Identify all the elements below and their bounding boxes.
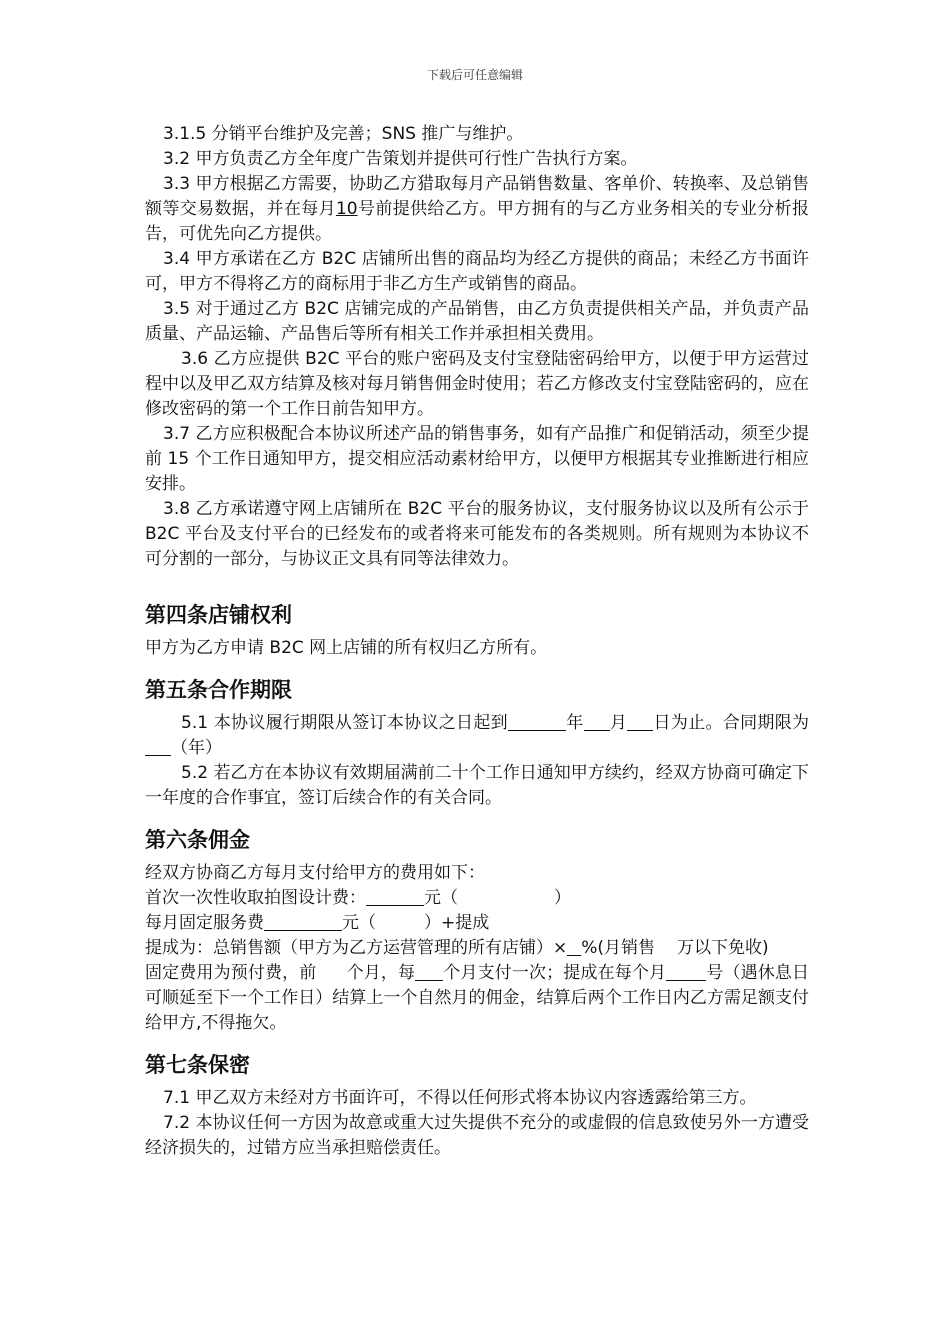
- clause-3-3-day: 10: [335, 199, 358, 219]
- clause-5-1-text-b: 日为止。合同期限为: [653, 713, 810, 733]
- service-fee-blank: [264, 912, 342, 931]
- design-fee-unit: 元（: [424, 888, 458, 908]
- commission-rate-line: [145, 936, 809, 961]
- payment-terms-a: 固定费用为预付费，前: [145, 963, 317, 983]
- clause-3-4: 3.4 甲方承诺在乙方 B2C 店铺所出售的商品均为经乙方提供的商品；未经乙方书面许可，甲方不得将乙方的商标用于非乙方生产或销售的商品。: [145, 249, 809, 294]
- year-blank: [508, 712, 566, 731]
- month-blank: [584, 712, 610, 731]
- clause-5-1-text-c: （年）: [171, 738, 222, 758]
- clause-3-8: 3.8 乙方承诺遵守网上店铺所在 B2C 平台的服务协议，支付服务协议以及所有公示于 B2C 平台及支付平台的已经发布的或者将来可能发布的各类规则。所有规则为本协议不可分割的一部分，与协议正文具有同等法律效力。: [145, 499, 809, 569]
- clause-3-3-text-a: 3.3 甲方根据乙方需要，协助乙方猎取每月产品销售数量、客单价、转换率、及总销售额等交易数据，并在每月: [145, 174, 809, 219]
- design-fee-close: ）: [554, 888, 571, 908]
- settlement-day-blank: [666, 962, 706, 981]
- section-4-title: 第四条店铺权利: [145, 603, 292, 627]
- clause-3-2: 3.2 甲方负责乙方全年度广告策划并提供可行性广告执行方案。: [163, 149, 638, 169]
- service-fee-label: 每月固定服务费: [145, 913, 264, 933]
- clause-5-1: [145, 711, 809, 761]
- payment-terms-c: 个月支付一次；提成在每个月: [443, 963, 667, 983]
- clause-7-1: 7.1 甲乙双方未经对方书面许可，不得以任何形式将本协议内容透露给第三方。: [163, 1088, 757, 1108]
- design-fee-line: [145, 886, 809, 911]
- clause-3-1-5: 3.1.5 分销平台维护及完善；SNS 推广与维护。: [163, 124, 524, 144]
- payment-terms-b: 个月，每: [346, 963, 416, 983]
- section-6-title: 第六条佣金: [145, 828, 250, 852]
- clause-5-1-month: 月: [609, 713, 628, 733]
- clause-7-2: 7.2 本协议任何一方因为故意或重大过失提供不充分的或虚假的信息致使另外一方遭受经济损失的，过错方应当承担赔偿责任。: [145, 1113, 809, 1158]
- clause-5-1-text-a: 5.1 本协议履行期限从签订本协议之日起到: [181, 713, 508, 733]
- commission-rate-label: 提成为：总销售额（甲方为乙方运营管理的所有店铺）×: [145, 938, 568, 958]
- commission-rate-exempt: 万以下免收): [677, 938, 769, 958]
- clause-3-3-text-b: 号前提供给乙方。甲方拥有的与乙方业务相关的专业分析报告，可优先向乙方提供。: [145, 199, 810, 244]
- clause-5-2: 5.2 若乙方在本协议有效期届满前二十个工作日通知甲方续约，经双方协商可确定下一年度的合作事宜，签订后续合作的有关合同。: [145, 763, 809, 808]
- term-blank: [145, 737, 171, 756]
- payment-interval-blank: [415, 962, 443, 981]
- clause-3-3: [145, 172, 809, 247]
- payment-terms: [145, 961, 809, 1036]
- service-fee-close: ）+提成: [424, 913, 490, 933]
- day-blank: [627, 712, 653, 731]
- clause-5-1-year: 年: [565, 713, 584, 733]
- payment-terms-d: 号（遇休息日可顺延至下一个工作日）结算上一个自然月的佣金，结算后两个工作日内乙方需足额支付给甲方,不得拖欠。: [145, 963, 810, 1033]
- section-5-title: 第五条合作期限: [145, 678, 292, 702]
- document-body: [145, 122, 809, 1161]
- service-fee-line: [145, 911, 809, 936]
- design-fee-blank: [366, 887, 424, 906]
- commission-rate-blank: [567, 937, 581, 956]
- clause-3-5: 3.5 对于通过乙方 B2C 店铺完成的产品销售，由乙方负责提供相关产品，并负责产品质量、产品运输、产品售后等所有相关工作并承担相关费用。: [145, 299, 809, 344]
- commission-intro: 经双方协商乙方每月支付给甲方的费用如下：: [145, 863, 485, 883]
- page-header: 下载后可任意编辑: [426, 68, 523, 82]
- service-fee-unit: 元（: [342, 913, 376, 933]
- section-7-title: 第七条保密: [145, 1053, 250, 1077]
- commission-rate-percent: %(月销售: [581, 938, 656, 958]
- design-fee-label: 首次一次性收取拍图设计费：: [145, 888, 366, 908]
- clause-3-6: 3.6 乙方应提供 B2C 平台的账户密码及支付宝登陆密码给甲方，以便于甲方运营过程中以及甲乙双方结算及核对每月销售佣金时使用；若乙方修改支付宝登陆密码的，应在修改密码的第一个工作日前告知甲方。: [145, 349, 809, 419]
- section-4-paragraph: 甲方为乙方申请 B2C 网上店铺的所有权归乙方所有。: [145, 638, 548, 658]
- clause-3-7: 3.7 乙方应积极配合本协议所述产品的销售事务，如有产品推广和促销活动，须至少提前 15 个工作日通知甲方，提交相应活动素材给甲方，以便甲方根据其专业推断进行相应安排。: [145, 424, 809, 494]
